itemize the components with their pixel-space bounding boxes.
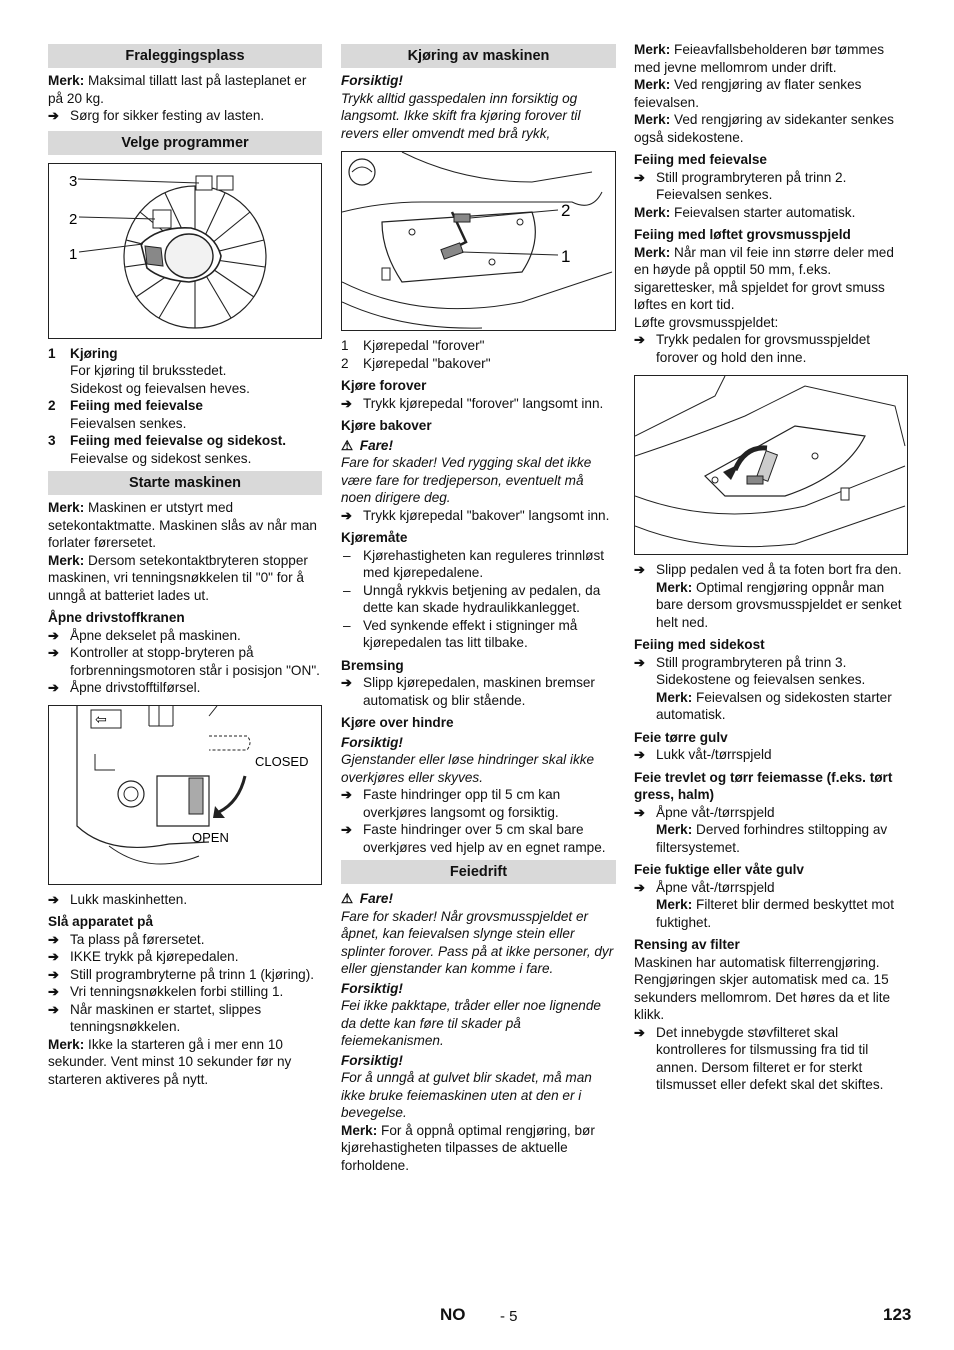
footer-language: NO <box>440 1305 466 1324</box>
caution-text-floor: For å unngå at gulvet blir skadet, må man ikke bruke feiemaskinen uten at den er i bevegelse. <box>341 1070 592 1120</box>
subheading-open-fuel: Åpne drivstoffkranen <box>48 610 185 625</box>
column-middle <box>341 42 616 1174</box>
drive-pedal-illustration <box>342 152 615 330</box>
pedal-label-2: 2 <box>561 201 571 220</box>
drive-pedal-figure <box>341 151 616 331</box>
dial-label-1: 1 <box>69 245 78 263</box>
label-open: OPEN <box>192 829 229 845</box>
legend-item-2: 2 Kjørepedal "bakover" <box>341 355 491 371</box>
column-left <box>48 42 322 1088</box>
step-release-pedal: ➔ Slipp kjørepedalen, maskinen bremser automatisk og blir stående. <box>341 674 616 709</box>
program-dial-figure <box>48 163 322 339</box>
step-release-flap-pedal: ➔ Slipp pedalen ved å ta foten bort fra den. <box>634 561 908 579</box>
step-program-1: ➔ Still programbryterne på trinn 1 (kjøring). <box>48 966 322 984</box>
subheading-side-brush: Feiing med sidekost <box>634 637 765 652</box>
pedal-label-1: 1 <box>561 247 571 266</box>
note-side-edges: Merk: Ved rengjøring av sidekanter senkes også sidekostene. <box>634 112 894 145</box>
subheading-drive-forward: Kjøre forover <box>341 378 427 393</box>
heading-kjoring: Kjøring av maskinen <box>341 44 616 68</box>
step-open-fuel-supply: ➔ Åpne drivstofftilførsel. <box>48 679 322 697</box>
step-turn-key: ➔ Vri tenningsnøkkelen forbi stilling 1. <box>48 983 322 1001</box>
step-obstacles-5cm: ➔ Faste hindringer opp til 5 cm kan overkjøres langsomt og forsiktig. <box>341 786 616 821</box>
step-press-flap-pedal: ➔ Trykk pedalen for grovsmusspjeldet forover og hold den inne. <box>634 331 908 366</box>
note-starter: Merk: Ikke la starteren gå i mer enn 10 sekunder. Vent minst 10 sekunder før ny starteren aktiveres på nytt. <box>48 1036 292 1087</box>
dash-item-speed: – Kjørehastigheten kan reguleres trinnløst med kjørepedalene. <box>341 547 616 582</box>
caution-text-obstacles: Gjenstander eller løse hindringer skal ikke overkjøres eller skyves. <box>341 752 595 785</box>
note-roller-auto: Merk: Feievalsen starter automatisk. <box>634 204 856 220</box>
program-item-1: 1 Kjøring For kjøring til bruksstedet. Sidekost og feievalsen heves. <box>48 345 250 396</box>
label-closed: CLOSED <box>255 753 309 769</box>
fuel-valve-illustration <box>49 706 321 884</box>
svg-text:⇦: ⇦ <box>95 711 107 728</box>
note-optimal-cleaning: Merk: Optimal rengjøring oppnår man bare dersom grovsmusspjeldet er senket helt ned. <box>656 579 902 630</box>
program-dial-illustration <box>49 164 321 338</box>
subheading-wet-floors: Feie fuktige eller våte gulv <box>634 862 804 877</box>
note-battery: Merk: Dersom setekontaktbryteren stopper maskinen, vri tenningsnøkkelen til "0" for å unngå at batteriet lades ut. <box>48 552 308 603</box>
program-item-2: 2 Feiing med feievalse Feievalsen senkes. <box>48 398 203 431</box>
note-seat-contact: Merk: Maskinen er utstyrt med setekontaktmatte. Maskinen slås av når man forlater førersetet. <box>48 500 317 550</box>
step-close-hood: ➔ Lukk maskinhetten. <box>48 891 322 909</box>
caution-label-obstacles: Forsiktig! <box>341 734 403 750</box>
note-filter-moisture: Merk: Filteret blir dermed beskyttet mot fuktighet. <box>656 897 894 930</box>
subheading-braking: Bremsing <box>341 657 404 673</box>
step-backward-pedal: ➔ Trykk kjørepedal "bakover" langsomt inn. <box>341 507 616 525</box>
subheading-fibrous: Feie trevlet og tørr feiemasse (f.eks. tørt gress, halm) <box>634 769 893 802</box>
danger-label-sweeping: ⚠ Fare! <box>341 891 394 906</box>
footer-page-number: 123 <box>883 1305 912 1324</box>
program-item-3: 3 Feiing med feievalse og sidekost. Feievalse og sidekost senkes. <box>48 433 287 466</box>
step-program-3: ➔ Still programbryteren på trinn 3. Sidekostene og feievalsen senkes. <box>634 654 908 689</box>
step-close-flap: ➔ Lukk våt-/tørrspjeld <box>634 746 908 764</box>
heading-velge-programmer: Velge programmer <box>48 131 322 155</box>
step-open-flap-dry: ➔ Åpne våt-/tørrspjeld <box>634 804 908 822</box>
heading-feiedrift: Feiedrift <box>341 860 616 884</box>
step-open-cover: ➔ Åpne dekselet på maskinen. <box>48 627 322 645</box>
dial-label-3: 3 <box>69 172 78 190</box>
danger-text-sweeping: Fare for skader! Når grovsmusspjeldet er åpnet, kan feievalsen slynge stein eller splinter forover. Pass på at ikke personer, dyr eller gjenstander kan komme i fare. <box>341 908 614 976</box>
note-empty-container: Merk: Feieavfallsbeholderen bør tømmes med jevne mellomrom under drift. <box>634 42 885 75</box>
caution-text-tape: Fei ikke pakktape, tråder eller noe lignende da dette kan føre til skader på feiemekanismen. <box>341 998 601 1048</box>
danger-label: ⚠ Fare! <box>341 437 394 453</box>
subheading-driving-mode: Kjøremåte <box>341 530 408 545</box>
subheading-coarse-flap: Feiing med løftet grovsmusspjeld <box>634 227 851 242</box>
heading-starte-maskinen: Starte maskinen <box>48 471 322 495</box>
caution-label: Forsiktig! <box>341 73 403 88</box>
caution-label-floor: Forsiktig! <box>341 1052 403 1068</box>
danger-text-reverse: Fare for skader! Ved rygging skal det ikke være fare for tredjeperson, eventuelt må noen dirigere deg. <box>341 455 592 505</box>
note-coarse-items: Merk: Når man vil feie inn større deler med en høyde på opptil 50 mm, f.eks. sigarettesker, må spjeldet for grovt smuss løftes en kort tid. <box>634 244 894 312</box>
column-right <box>634 41 908 1094</box>
caution-label-tape: Forsiktig! <box>341 980 403 996</box>
step-open-flap-wet: ➔ Åpne våt-/tørrspjeld <box>634 879 908 897</box>
fuel-valve-figure <box>48 705 322 885</box>
heading-fraleggingsplass: Fraleggingsplass <box>48 44 322 68</box>
dial-label-2: 2 <box>69 210 78 228</box>
coarse-flap-illustration <box>635 376 907 554</box>
subheading-filter-cleaning: Rensing av filter <box>634 937 740 952</box>
subheading-drive-backward: Kjøre bakover <box>341 418 432 433</box>
note-surfaces: Merk: Ved rengjøring av flater senkes feievalsen. <box>634 77 862 110</box>
footer-section-page: - 5 <box>500 1308 518 1325</box>
note-brush-auto: Merk: Feievalsen og sidekosten starter automatisk. <box>656 689 892 722</box>
warning-icon: ⚠ <box>341 437 354 453</box>
step-check-filter: ➔ Det innebygde støvfilteret skal kontrolleres for tilsmussing fra tid til annen. Dersom filteret er for sterkt tilsmusset eller defekt skal det skiftes. <box>634 1024 908 1094</box>
step-release-key: ➔ Når maskinen er startet, slippes tenningsnøkkelen. <box>48 1001 322 1036</box>
text-filter-auto: Maskinen har automatisk filterrengjøring. Rengjøringen skjer automatisk med ca. 15 sekunders mellomrom. Det høres da et lite klikk. <box>634 954 891 1022</box>
dash-item-jerky: – Unngå rykkvis betjening av pedalen, da dette kan skade hydraulikkanlegget. <box>341 582 616 617</box>
step-check-stop-switch: ➔ Kontroller at stopp-bryteren på forbrenningsmotoren står i posisjon "ON". <box>48 644 322 679</box>
step-program-2: ➔ Still programbryteren på trinn 2. Feievalsen senkes. <box>634 169 908 204</box>
step-forward-pedal: ➔ Trykk kjørepedal "forover" langsomt inn. <box>341 395 616 413</box>
subheading-dry-floors: Feie tørre gulv <box>634 729 728 745</box>
legend-item-1: 1 Kjørepedal "forover" <box>341 338 485 353</box>
step-no-pedal: ➔ IKKE trykk på kjørepedalen. <box>48 948 322 966</box>
note-filter-clog: Merk: Derved forhindres stiltopping av filtersystemet. <box>656 822 888 855</box>
text-lift-flap: Løfte grovsmusspjeldet: <box>634 314 779 330</box>
note-speed: Merk: For å oppnå optimal rengjøring, bør kjørehastigheten tilpasses de aktuelle forholdene. <box>341 1122 595 1173</box>
step-secure-load: ➔ Sørg for sikker festing av lasten. <box>48 107 322 125</box>
subheading-switch-on: Slå apparatet på <box>48 914 154 929</box>
note-max-load: Merk: Maksimal tillatt last på lasteplanet er på 20 kg. <box>48 73 307 106</box>
step-take-seat: ➔ Ta plass på førersetet. <box>48 931 322 949</box>
coarse-flap-figure <box>634 375 908 555</box>
caution-text-gas: Trykk alltid gasspedalen inn forsiktig og langsomt. Ikke skift fra kjøring forover til revers eller omvendt med brå rykk, <box>341 90 581 141</box>
subheading-sweep-roller: Feiing med feievalse <box>634 152 767 167</box>
subheading-obstacles: Kjøre over hindre <box>341 715 454 730</box>
dash-item-slopes: – Ved synkende effekt i stigninger må kjørepedalen tas litt tilbake. <box>341 617 616 652</box>
step-obstacles-ramp: ➔ Faste hindringer over 5 cm skal bare overkjøres ved hjelp av en egnet rampe. <box>341 821 616 856</box>
warning-icon: ⚠ <box>341 891 354 906</box>
